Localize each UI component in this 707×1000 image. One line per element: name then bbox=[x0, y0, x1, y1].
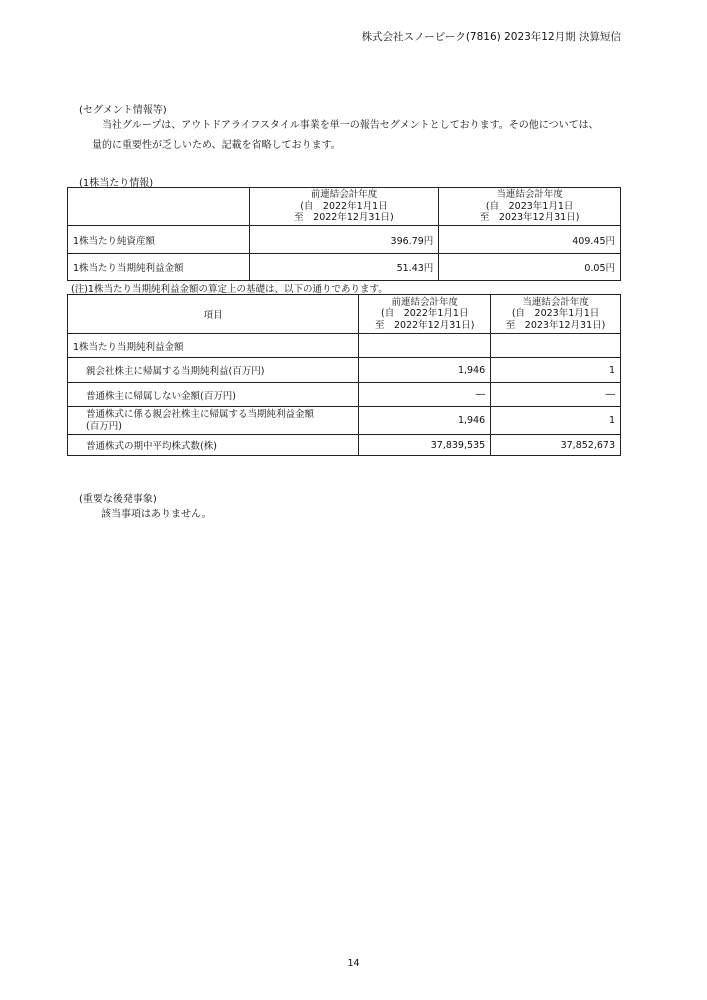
empty-cell bbox=[359, 334, 491, 358]
curr-period-to: 至 2023年12月31日) bbox=[479, 212, 580, 224]
curr-period-title: 当連結会計年度 bbox=[496, 189, 563, 201]
curr-period-header bbox=[439, 188, 621, 226]
prev-period-to: 至 2022年12月31日) bbox=[294, 212, 394, 224]
row-label: 親会社株主に帰属する当期純利益(百万円) bbox=[68, 358, 359, 383]
table-row bbox=[68, 435, 621, 456]
eps-basis-table bbox=[67, 294, 621, 456]
item-header: 項目 bbox=[68, 295, 359, 334]
per-share-heading: (1株当たり情報) bbox=[79, 178, 154, 189]
curr-value: 1 bbox=[491, 358, 621, 383]
row-label: 1株当たり純資産額 bbox=[68, 226, 250, 254]
table-row bbox=[68, 226, 621, 254]
table-row bbox=[68, 254, 621, 281]
curr-value: 0.05円 bbox=[439, 254, 621, 281]
row-label-multiline bbox=[68, 407, 359, 435]
subsequent-events-heading: (重要な後発事象) bbox=[79, 494, 157, 505]
prev-period-title: 前連結会計年度 bbox=[391, 296, 458, 308]
per-share-table bbox=[67, 187, 621, 281]
curr-period-header bbox=[491, 295, 621, 334]
prev-value: 37,839,535 bbox=[359, 435, 491, 456]
table-row bbox=[68, 407, 621, 435]
subsequent-events-text: 該当事項はありません。 bbox=[101, 509, 212, 520]
row-label: 普通株主に帰属しない金額(百万円) bbox=[68, 383, 359, 407]
curr-period-from: (自 2023年1月1日 bbox=[511, 308, 600, 320]
document-header: 株式会社スノーピーク(7816) 2023年12月期 決算短信 bbox=[361, 31, 621, 43]
section-label: 1株当たり当期純利益金額 bbox=[68, 334, 359, 358]
prev-period-from: (自 2022年1月1日 bbox=[380, 308, 469, 320]
prev-value: 396.79円 bbox=[249, 226, 439, 254]
prev-period-to: 至 2022年12月31日) bbox=[374, 319, 475, 331]
blank-header-cell bbox=[68, 188, 250, 226]
curr-period-to: 至 2023年12月31日) bbox=[505, 319, 606, 331]
eps-header-row bbox=[68, 295, 621, 334]
curr-value: 37,852,673 bbox=[491, 435, 621, 456]
row-label: 1株当たり当期純利益金額 bbox=[68, 254, 250, 281]
segment-text-line1: 当社グループは、アウトドアライフスタイル事業を単一の報告セグメントとしております。その他については、 bbox=[102, 120, 599, 131]
row-label-line2: (百万円) bbox=[86, 420, 122, 432]
curr-value: 1 bbox=[491, 407, 621, 435]
prev-period-from: (自 2022年1月1日 bbox=[300, 200, 388, 212]
table-row bbox=[68, 383, 621, 407]
empty-cell bbox=[491, 334, 621, 358]
prev-value: 1,946 bbox=[359, 358, 491, 383]
prev-period-header bbox=[359, 295, 491, 334]
prev-value: 51.43円 bbox=[249, 254, 439, 281]
table-row bbox=[68, 358, 621, 383]
prev-period-title: 前連結会計年度 bbox=[310, 189, 378, 201]
note-text: (注)1株当たり当期純利益金額の算定上の基礎は、以下の通りであります。 bbox=[71, 284, 388, 295]
prev-value: ― bbox=[359, 383, 491, 407]
section-row bbox=[68, 334, 621, 358]
curr-value: ― bbox=[491, 383, 621, 407]
page-number: 14 bbox=[347, 958, 360, 969]
curr-period-from: (自 2023年1月1日 bbox=[485, 200, 574, 212]
prev-period-header bbox=[249, 188, 439, 226]
segment-text-line2: 量的に重要性が乏しいため、記載を省略しております。 bbox=[92, 140, 341, 151]
segment-heading: (セグメント情報等) bbox=[79, 105, 167, 116]
prev-value: 1,946 bbox=[359, 407, 491, 435]
curr-period-title: 当連結会計年度 bbox=[522, 296, 589, 308]
curr-value: 409.45円 bbox=[439, 226, 621, 254]
row-label-line1: 普通株式に係る親会社株主に帰属する当期純利益金額 bbox=[86, 409, 315, 421]
row-label: 普通株式の期中平均株式数(株) bbox=[68, 435, 359, 456]
per-share-header-row bbox=[68, 188, 621, 226]
